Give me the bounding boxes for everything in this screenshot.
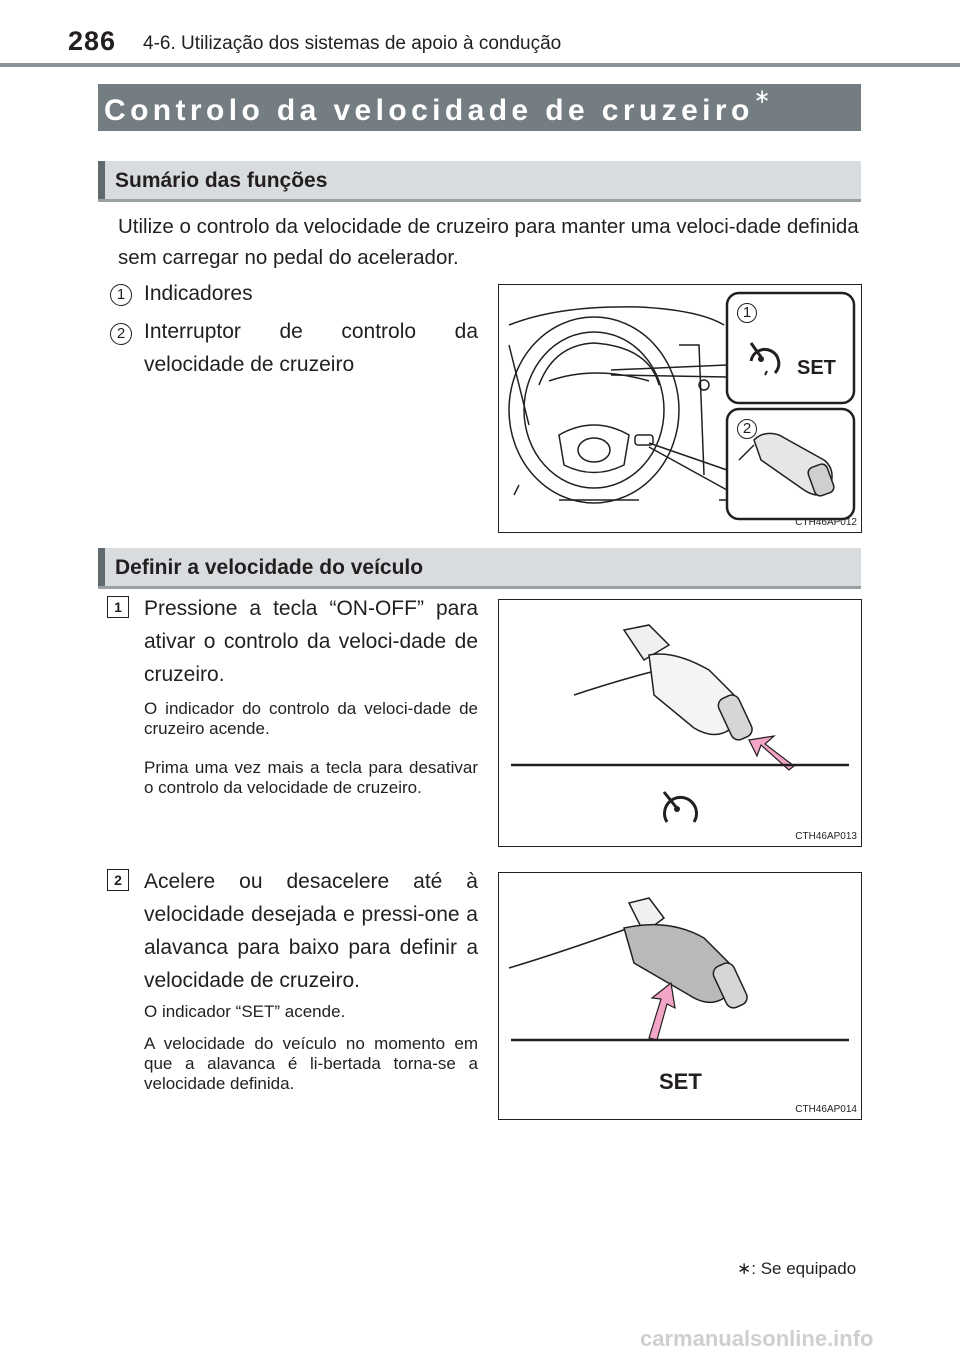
chapter-title: 4-6. Utilização dos sistemas de apoio à condução bbox=[143, 33, 562, 54]
step-number: 2 bbox=[107, 869, 129, 891]
step-instruction: Pressione a tecla “ON-OFF” para ativar o controlo da veloci-dade de cruzeiro. bbox=[144, 597, 478, 686]
item-number: 1 bbox=[110, 284, 132, 306]
step-note: A velocidade do veículo no momento em que a alavanca é li-bertada torna-se a velocidade definida. bbox=[144, 1034, 478, 1093]
page-number: 286 bbox=[68, 26, 117, 56]
figure-dashboard bbox=[498, 284, 862, 533]
equipped-marker: ∗ bbox=[753, 86, 771, 108]
figure-on-off bbox=[498, 599, 862, 847]
page-title-text: Controlo da velocidade de cruzeiro bbox=[104, 94, 754, 127]
press-arrow-icon bbox=[649, 983, 675, 1040]
section-heading-bar bbox=[98, 161, 861, 202]
figure-code: CTH46AP013 bbox=[795, 831, 857, 842]
step-number: 1 bbox=[107, 596, 129, 618]
item-label: Indicadores bbox=[144, 282, 253, 305]
step-note: Prima uma vez mais a tecla para desativar o controlo da velocidade de cruzeiro. bbox=[144, 758, 478, 797]
cruise-lever-illustration bbox=[499, 600, 861, 846]
figure-code: CTH46AP014 bbox=[795, 1104, 857, 1115]
section-heading: Sumário das funções bbox=[115, 169, 328, 192]
step-note: O indicador do controlo da veloci-dade de cruzeiro acende. bbox=[144, 699, 478, 738]
header-divider bbox=[0, 63, 960, 67]
set-indicator-label: SET bbox=[797, 357, 836, 379]
footnote-star: ∗ bbox=[737, 1259, 752, 1278]
steering-wheel-illustration bbox=[499, 285, 861, 532]
section-heading-bar bbox=[98, 548, 861, 589]
item-number: 2 bbox=[110, 323, 132, 345]
set-indicator-label: SET bbox=[659, 1069, 702, 1094]
step-note: O indicador “SET” acende. bbox=[144, 1002, 346, 1021]
section-heading: Definir a velocidade do veículo bbox=[115, 556, 424, 579]
step-instruction: Acelere ou desacelere até à velocidade desejada e pressi-one a alavanca para baixo para definir a velocidade de cruzeiro. bbox=[144, 870, 478, 992]
callout-number: 2 bbox=[737, 419, 757, 439]
cruise-control-indicator-icon bbox=[664, 792, 697, 822]
footnote bbox=[737, 1259, 856, 1279]
watermark: carmanualsonline.info bbox=[640, 1326, 874, 1351]
callout-number: 1 bbox=[737, 303, 757, 323]
figure-code: CTH46AP012 bbox=[795, 517, 857, 528]
footnote-text: : Se equipado bbox=[751, 1259, 857, 1278]
intro-paragraph: Utilize o controlo da velocidade de cruzeiro para manter uma veloci-dade definida sem carregar no pedal do acelerador. bbox=[118, 215, 859, 269]
page-title bbox=[104, 86, 771, 128]
item-label: Interruptor de controlo da velocidade de cruzeiro bbox=[144, 320, 478, 376]
figure-set bbox=[498, 872, 862, 1120]
